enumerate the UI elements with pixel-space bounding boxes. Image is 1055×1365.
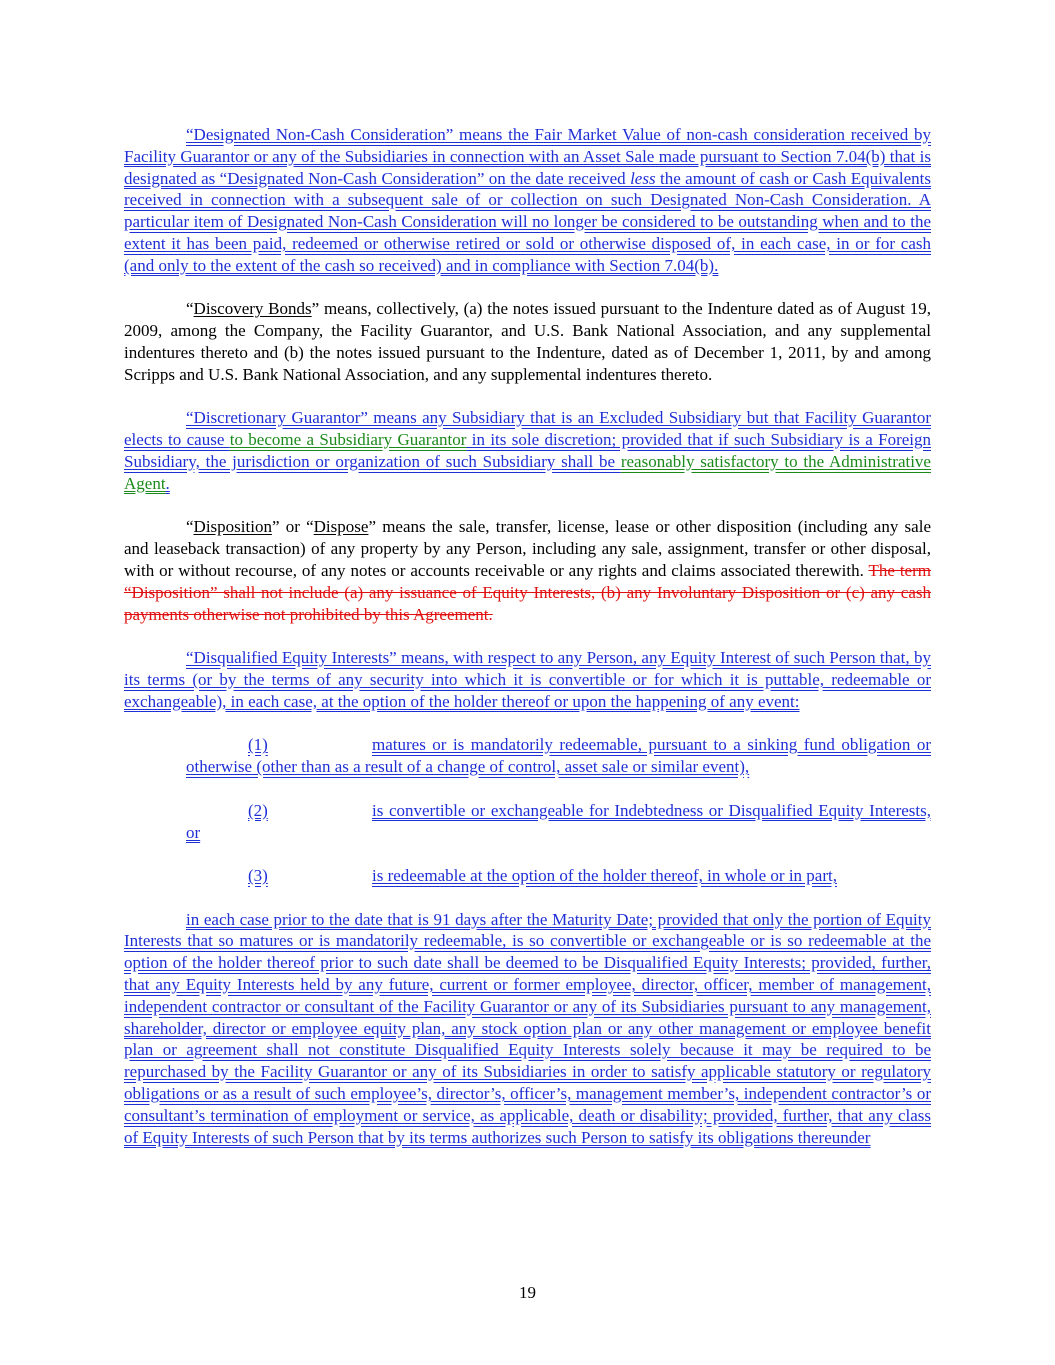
inserted-text: . [165,473,170,493]
inserted-text: “Discretionary Guarantor” means any Subsidiary that is an Excluded Subsidiary but that Facility Guarantor elects to cause [124,408,931,450]
deleted-text: The term “Disposition” shall not include (a) any issuance of Equity Interests, (b) any Involuntary Disposition or (c) any cash payments otherwise not prohibited by this Agreement. [124,560,931,624]
list-item-text-wrap [186,800,931,844]
list-item-number: (1) [248,735,268,755]
page-number: 19 [519,1283,536,1302]
inserted-text: “Designated Non-Cash Consideration” means the Fair Market Value of non-cash consideration received by Facility Guarantor or any of the Subsidiaries in connection with an Asset Sale made pursuant to Section 7.04(b) that is designated as “Designated Non-Cash Consideration” on the date received [124,125,931,188]
inserted-text: “Disqualified Equity Interests” means, with respect to any Person, any Equity Interest of such Person that, by its terms (or by the terms of any security into which it is convertible or for which it is puttable, redeemable or exchangeable), in each case, at the option of the holder thereof or upon the happening of any event: [124,648,931,711]
list-item-text-wrap [186,734,931,778]
quote-mark: “ [186,299,194,319]
list-item [186,734,931,778]
defined-term: Dispose [313,517,369,537]
list-item-number: (2) [248,800,268,820]
quote-mark: ” or “ [271,517,314,537]
inserted-text: the amount of cash or Cash Equivalents received in connection with a subsequent sale of or collection on such Designated Non-Cash Consideration. A particular item of Designated Non-Cash Consideration will no longer be considered to be outstanding when and to the extent it has been paid, redeemed or otherwise retired or sold or otherwise disposed of, in each case, in or for cash (and only to the extent of the cash so received) and in compliance with Section 7.04(b). [124,168,931,275]
moved-text: to become a Subsidiary Guarantor [229,430,467,450]
definition-text: ” means the sale, transfer, license, lease or other disposition (including any sale and leaseback transaction) of any property by any Person, including any sale, assignment, transfer or other disposal, with or without recourse, of any notes or accounts receivable or any rights and claims associated therewith. [124,517,931,580]
document-page [124,124,931,1148]
list-item [186,865,931,887]
quote-mark: “ [186,517,194,537]
inserted-text: in its sole discretion; provided that if such Subsidiary is a Foreign Subsidiary, the jurisdiction or organization of such Subsidiary shall be [124,430,931,471]
inserted-text: in each case prior to the date that is 91 days after the Maturity Date; provided that only the portion of Equity Interests that so matures or is mandatorily redeemable, is so convertible or exchangeable or is so redeemable at the option of the holder thereof prior to such date shall be deemed to be Disqualified Equity Interests; provided, further, that any Equity Interests held by any future, current or former employee, director, officer, member of management, independent contractor or consultant of the Facility Guarantor or any of its Subsidiaries pursuant to any management, shareholder, director or employee equity plan, any stock option plan or any other management or employee benefit plan or agreement shall not constitute Disqualified Equity Interests solely because it may be required to be repurchased by the Facility Guarantor or any of its Subsidiaries in order to satisfy applicable statutory or regulatory obligations or as a result of such employee’s, director’s, officer’s, management member’s, independent contractor’s or consultant’s termination of employment or service, as applicable, death or disability; provided, further, that any class of Equity Interests of such Person that by its terms authorizes such Person to satisfy its obligations thereunder [124,909,931,1147]
list-item-text: is redeemable at the option of the holder thereof, in whole or in part, [372,866,837,886]
list-item [186,800,931,844]
defined-term: Disposition [193,517,272,537]
definition-discretionary-guarantor [124,407,931,494]
definition-designated-non-cash-consideration [124,124,931,277]
definition-text: ” means, collectively, (a) the notes issued pursuant to the Indenture dated as of August 19, 2009, among the Company, the Facility Guarantor, and U.S. Bank National Association, and any supplemental indentures thereto and (b) the notes issued pursuant to the Indenture, dated as of December 1, 2011, by and among Scripps and U.S. Bank National Association, and any supplemental indentures thereto. [124,299,931,384]
emphasis-less: less [630,168,656,188]
list-item-text: matures or is mandatorily redeemable, pursuant to a sinking fund obligation or otherwise (other than as a result of a change of control, asset sale or similar event), [186,735,931,777]
disqualified-continuation [124,909,931,1149]
defined-term: Discovery Bonds [193,299,312,319]
list-item-text-wrap [186,865,931,887]
list-item-text: is convertible or exchangeable for Indebtedness or Disqualified Equity Interests, or [186,800,931,842]
definition-disqualified-equity-interests [124,647,931,712]
definition-discovery-bonds [124,298,931,385]
definition-disposition [124,516,931,625]
moved-text: reasonably satisfactory to the Administrative Agent [124,451,931,493]
list-item-number: (3) [248,866,268,886]
